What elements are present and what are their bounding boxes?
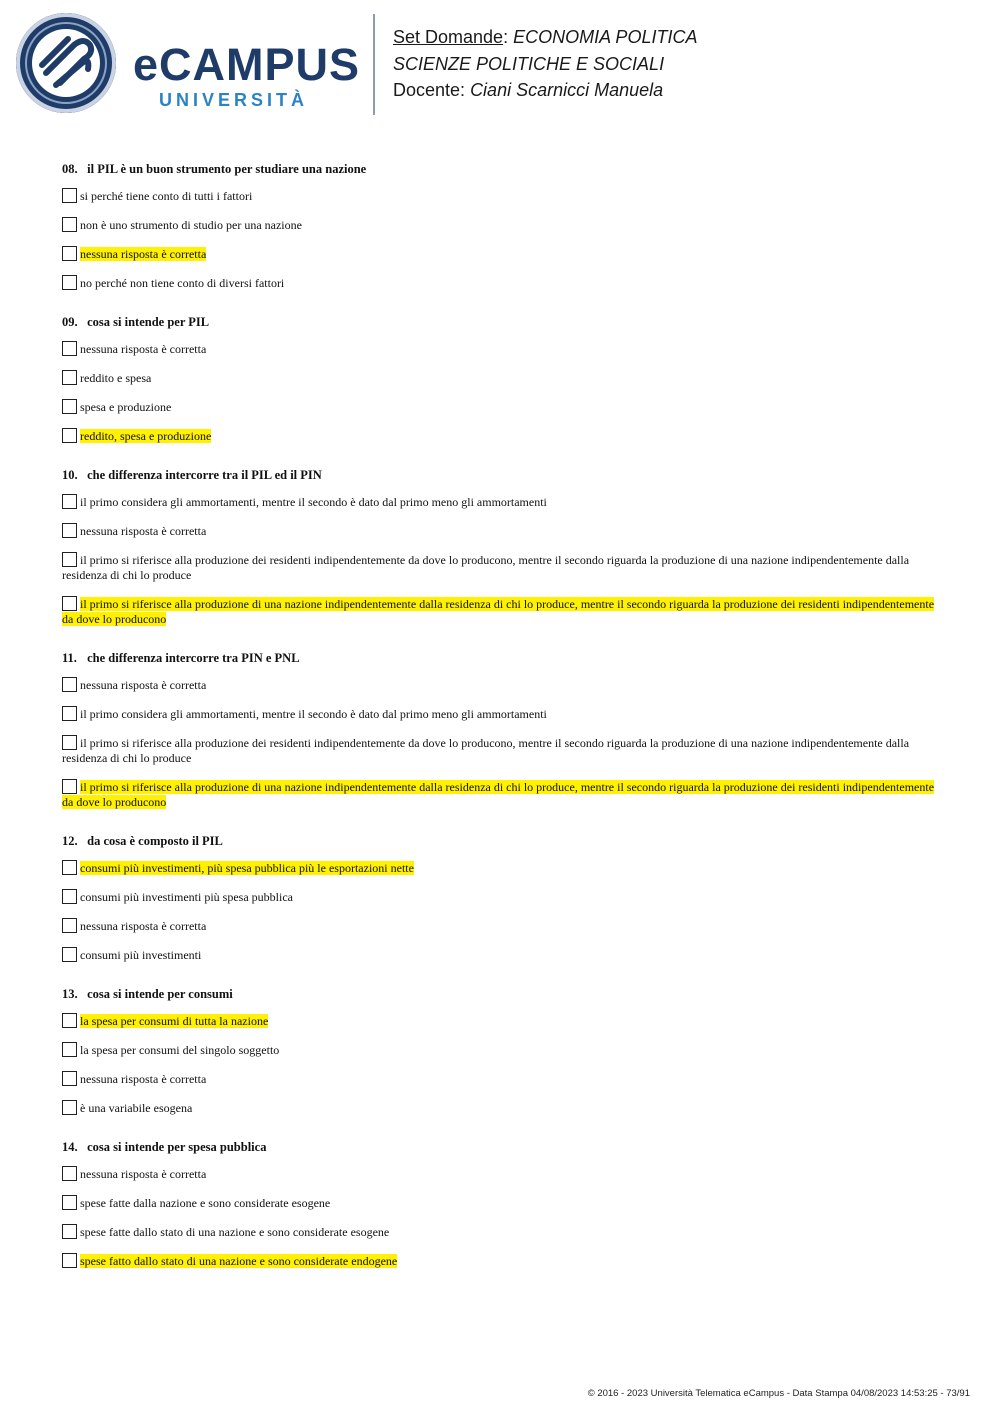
answer-checkbox[interactable] <box>62 552 77 567</box>
answer-option <box>62 677 942 693</box>
question-block <box>62 315 942 444</box>
answer-option <box>62 217 942 233</box>
answer-text-highlighted: consumi più investimenti, più spesa pubblica più le esportazioni nette <box>80 861 414 875</box>
answer-checkbox[interactable] <box>62 1013 77 1028</box>
answer-option <box>62 596 942 627</box>
teacher-line <box>393 77 697 104</box>
faculty-line <box>393 51 697 78</box>
question-title <box>62 162 942 177</box>
answer-text: nessuna risposta è corretta <box>80 1072 207 1086</box>
answer-option <box>62 779 942 810</box>
answer-checkbox[interactable] <box>62 275 77 290</box>
set-label: Set Domande <box>393 27 504 47</box>
answer-text-highlighted: il primo si riferisce alla produzione di una nazione indipendentemente dalla residenza di chi lo produce, mentre il secondo riguarda la produzione dei residenti indipendentemente da dove lo producono <box>62 780 935 809</box>
question-number: 14. <box>62 1140 78 1154</box>
answer-option <box>62 1042 942 1058</box>
answer-text: è una variabile esogena <box>80 1101 193 1115</box>
brand-name: eCAMPUS <box>133 39 361 90</box>
answer-option <box>62 188 942 204</box>
answer-text-highlighted: spese fatto dallo stato di una nazione e sono considerate endogene <box>80 1254 398 1268</box>
answer-checkbox[interactable] <box>62 370 77 385</box>
question-title <box>62 834 942 849</box>
answer-checkbox[interactable] <box>62 1195 77 1210</box>
answer-text-highlighted: il primo si riferisce alla produzione di una nazione indipendentemente dalla residenza di chi lo produce, mentre il secondo riguarda la produzione dei residenti indipendentemente da dove lo producono <box>62 597 935 626</box>
answer-checkbox[interactable] <box>62 735 77 750</box>
question-title <box>62 651 942 666</box>
question-text: cosa si intende per consumi <box>87 987 233 1001</box>
question-text: cosa si intende per PIL <box>87 315 210 329</box>
answer-option <box>62 735 942 766</box>
answer-option <box>62 1224 942 1240</box>
answer-text: la spesa per consumi del singolo soggetto <box>80 1043 280 1057</box>
answer-checkbox[interactable] <box>62 341 77 356</box>
answer-option <box>62 552 942 583</box>
answer-checkbox[interactable] <box>62 1100 77 1115</box>
teacher-label: Docente: <box>393 80 466 100</box>
set-value: ECONOMIA POLITICA <box>513 27 698 47</box>
question-block <box>62 1140 942 1269</box>
answer-option <box>62 428 942 444</box>
page-footer: © 2016 - 2023 Università Telematica eCampus - Data Stampa 04/08/2023 14:53:25 - 73/91 <box>587 1388 970 1399</box>
answer-option <box>62 246 942 262</box>
answer-option <box>62 889 942 905</box>
answer-option <box>62 275 942 291</box>
question-number: 13. <box>62 987 78 1001</box>
answer-checkbox[interactable] <box>62 779 77 794</box>
answer-text-highlighted: reddito, spesa e produzione <box>80 429 212 443</box>
ecampus-seal-logo <box>16 13 116 113</box>
answer-option <box>62 1166 942 1182</box>
question-number: 08. <box>62 162 78 176</box>
faculty-name: SCIENZE POLITICHE E SOCIALI <box>393 53 665 74</box>
question-title <box>62 1140 942 1155</box>
question-text: il PIL è un buon strumento per studiare una nazione <box>87 162 367 176</box>
answer-option <box>62 341 942 357</box>
answer-option <box>62 494 942 510</box>
answer-option <box>62 399 942 415</box>
answer-text: il primo si riferisce alla produzione dei residenti indipendentemente da dove lo producono, mentre il secondo riguarda la produzione di una nazione indipendentemente dalla residenza di chi lo produce <box>62 736 910 765</box>
answer-text: spese fatte dalla nazione e sono considerate esogene <box>80 1196 331 1210</box>
question-text: da cosa è composto il PIL <box>87 834 223 848</box>
answer-checkbox[interactable] <box>62 188 77 203</box>
answer-text: nessuna risposta è corretta <box>80 678 207 692</box>
answer-text-highlighted: la spesa per consumi di tutta la nazione <box>80 1014 269 1028</box>
set-line: Set Domande: ECONOMIA POLITICA <box>393 27 698 47</box>
answer-text: si perché tiene conto di tutti i fattori <box>80 189 253 203</box>
header-divider <box>373 14 375 115</box>
answer-option <box>62 860 942 876</box>
question-title <box>62 468 942 483</box>
ecampus-emblem-icon <box>16 13 116 113</box>
teacher-name: Ciani Scarnicci Manuela <box>470 80 664 100</box>
question-block <box>62 651 942 810</box>
answer-checkbox[interactable] <box>62 677 77 692</box>
answer-text: il primo considera gli ammortamenti, mentre il secondo è dato dal primo meno gli ammortamenti <box>80 707 547 721</box>
answer-option <box>62 918 942 934</box>
answer-option <box>62 1253 942 1269</box>
answer-option <box>62 706 942 722</box>
answer-checkbox[interactable] <box>62 860 77 875</box>
question-number: 09. <box>62 315 78 329</box>
answer-checkbox[interactable] <box>62 1224 77 1239</box>
ecampus-wordmark <box>133 39 361 112</box>
answer-option <box>62 1100 942 1116</box>
answer-text: spesa e produzione <box>80 400 172 414</box>
question-list <box>62 162 942 1293</box>
answer-checkbox[interactable] <box>62 428 77 443</box>
question-block <box>62 834 942 963</box>
answer-text-highlighted: nessuna risposta è corretta <box>80 247 207 261</box>
question-block <box>62 162 942 291</box>
answer-text: no perché non tiene conto di diversi fattori <box>80 276 285 290</box>
answer-checkbox[interactable] <box>62 596 77 611</box>
answer-option <box>62 947 942 963</box>
answer-option <box>62 1195 942 1211</box>
question-number: 10. <box>62 468 78 482</box>
page-header <box>0 0 1000 130</box>
question-title <box>62 987 942 1002</box>
question-number: 12. <box>62 834 78 848</box>
answer-text: il primo si riferisce alla produzione dei residenti indipendentemente da dove lo producono, mentre il secondo riguarda la produzione di una nazione indipendentemente dalla residenza di chi lo produce <box>62 553 910 582</box>
answer-text: nessuna risposta è corretta <box>80 342 207 356</box>
question-block <box>62 987 942 1116</box>
question-text: cosa si intende per spesa pubblica <box>87 1140 267 1154</box>
answer-checkbox[interactable] <box>62 399 77 414</box>
question-title <box>62 315 942 330</box>
answer-checkbox[interactable] <box>62 1166 77 1181</box>
answer-checkbox[interactable] <box>62 918 77 933</box>
question-block <box>62 468 942 627</box>
answer-text: il primo considera gli ammortamenti, mentre il secondo è dato dal primo meno gli ammortamenti <box>80 495 547 509</box>
question-number: 11. <box>62 651 77 665</box>
answer-checkbox[interactable] <box>62 1042 77 1057</box>
answer-checkbox[interactable] <box>62 523 77 538</box>
answer-text: nessuna risposta è corretta <box>80 524 207 538</box>
answer-text: non è uno strumento di studio per una nazione <box>80 218 302 232</box>
answer-checkbox[interactable] <box>62 494 77 509</box>
answer-checkbox[interactable] <box>62 947 77 962</box>
answer-text: consumi più investimenti più spesa pubblica <box>80 890 293 904</box>
answer-option <box>62 1013 942 1029</box>
answer-text: nessuna risposta è corretta <box>80 919 207 933</box>
answer-checkbox[interactable] <box>62 246 77 261</box>
question-text: che differenza intercorre tra PIN e PNL <box>87 651 300 665</box>
answer-text: spese fatte dallo stato di una nazione e sono considerate esogene <box>80 1225 390 1239</box>
header-info <box>393 24 697 104</box>
answer-checkbox[interactable] <box>62 706 77 721</box>
answer-checkbox[interactable] <box>62 1071 77 1086</box>
answer-text: consumi più investimenti <box>80 948 202 962</box>
answer-checkbox[interactable] <box>62 217 77 232</box>
answer-text: nessuna risposta è corretta <box>80 1167 207 1181</box>
question-text: che differenza intercorre tra il PIL ed il PIN <box>87 468 322 482</box>
answer-option <box>62 523 942 539</box>
answer-checkbox[interactable] <box>62 1253 77 1268</box>
answer-checkbox[interactable] <box>62 889 77 904</box>
answer-option <box>62 370 942 386</box>
answer-option <box>62 1071 942 1087</box>
brand-subtitle: UNIVERSITÀ <box>159 90 309 110</box>
answer-text: reddito e spesa <box>80 371 152 385</box>
